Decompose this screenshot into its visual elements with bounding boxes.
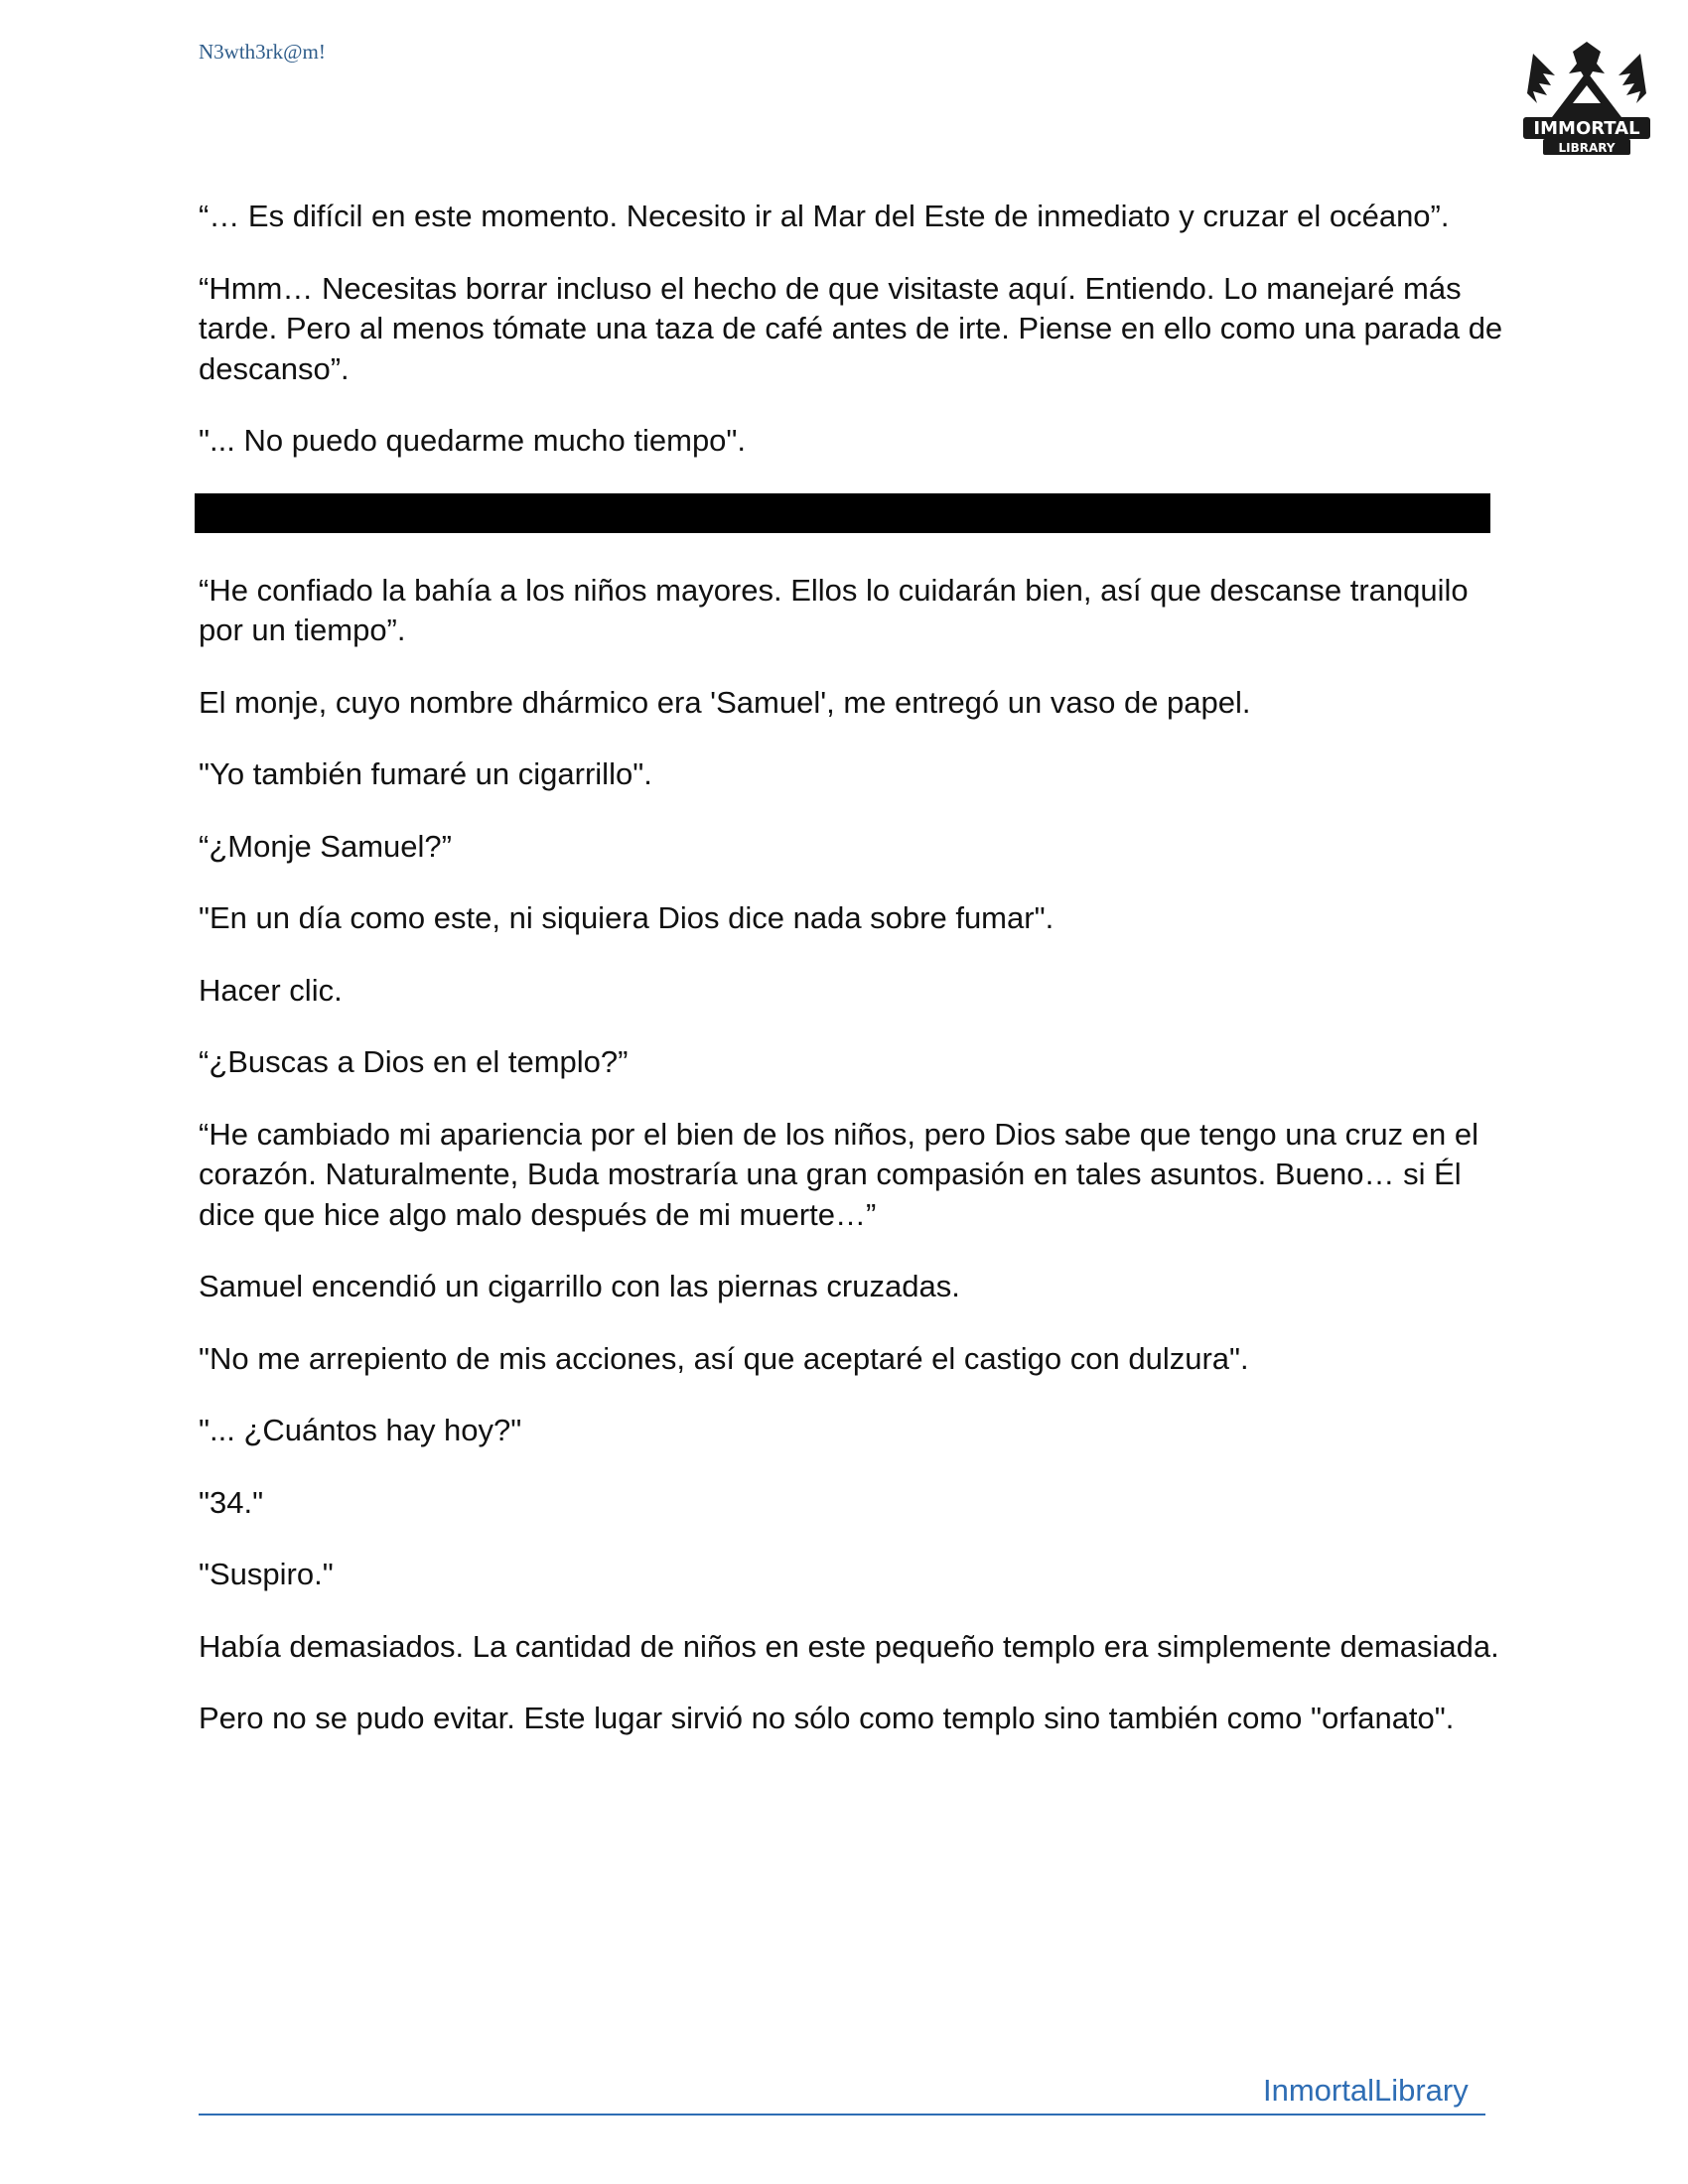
paragraph: “¿Buscas a Dios en el templo?”	[199, 1044, 629, 1079]
paragraph: “He cambiado mi apariencia por el bien de los niños, pero Dios sabe que tengo una cruz en el corazón. Naturalmente, Buda mostraría una gran compasión en tales asuntos. Bueno… si Él dice que hice algo malo después de mi muerte…”	[199, 1116, 1478, 1232]
footer-rule	[199, 2114, 1485, 2116]
document-body	[199, 197, 1509, 1771]
paragraph: “… Es difícil en este momento. Necesito ir al Mar del Este de inmediato y cruzar el océano”.	[199, 199, 1450, 233]
paragraph: “He confiado la bahía a los niños mayores. Ellos lo cuidarán bien, así que descanse tranquilo por un tiempo”.	[199, 572, 1469, 647]
paragraph: “¿Monje Samuel?”	[199, 828, 452, 864]
paragraph: Pero no se pudo evitar. Este lugar sirvió no sólo como templo sino también como "orfanato".	[199, 1701, 1455, 1735]
paragraph: "Suspiro."	[199, 1557, 334, 1591]
paragraph: El monje, cuyo nombre dhármico era 'Samuel', me entregó un vaso de papel.	[199, 684, 1251, 720]
logo-line1: IMMORTAL	[1533, 118, 1640, 139]
paragraph: Había demasiados. La cantidad de niños en este pequeño templo era simplemente demasiada.	[199, 1628, 1499, 1664]
paragraph: Samuel encendió un cigarrillo con las piernas cruzadas.	[199, 1269, 960, 1303]
paragraph: "... No puedo quedarme mucho tiempo".	[199, 423, 747, 458]
footer-link[interactable]: InmortalLibrary	[1263, 2073, 1469, 2108]
paragraph: "No me arrepiento de mis acciones, así que aceptaré el castigo con dulzura".	[199, 1340, 1249, 1376]
paragraph: "... ¿Cuántos hay hoy?"	[199, 1413, 522, 1447]
paragraph: Hacer clic.	[199, 972, 343, 1008]
paragraph: "En un día como este, ni siquiera Dios dice nada sobre fumar".	[199, 900, 1055, 935]
section-separator-bar	[195, 493, 1490, 533]
paragraph: “Hmm… Necesitas borrar incluso el hecho de que visitaste aquí. Entiendo. Lo manejaré más tarde. Pero al menos tómate una taza de café antes de irte. Piense en ello como una parada de descanso”.	[199, 270, 1503, 386]
immortal-library-logo-icon	[1513, 34, 1660, 163]
paragraph: "Yo también fumaré un cigarrillo".	[199, 756, 652, 791]
logo-line2: LIBRARY	[1558, 141, 1616, 155]
paragraph: "34."	[199, 1484, 264, 1520]
header-tag: N3wth3rk@m!	[199, 40, 326, 64]
